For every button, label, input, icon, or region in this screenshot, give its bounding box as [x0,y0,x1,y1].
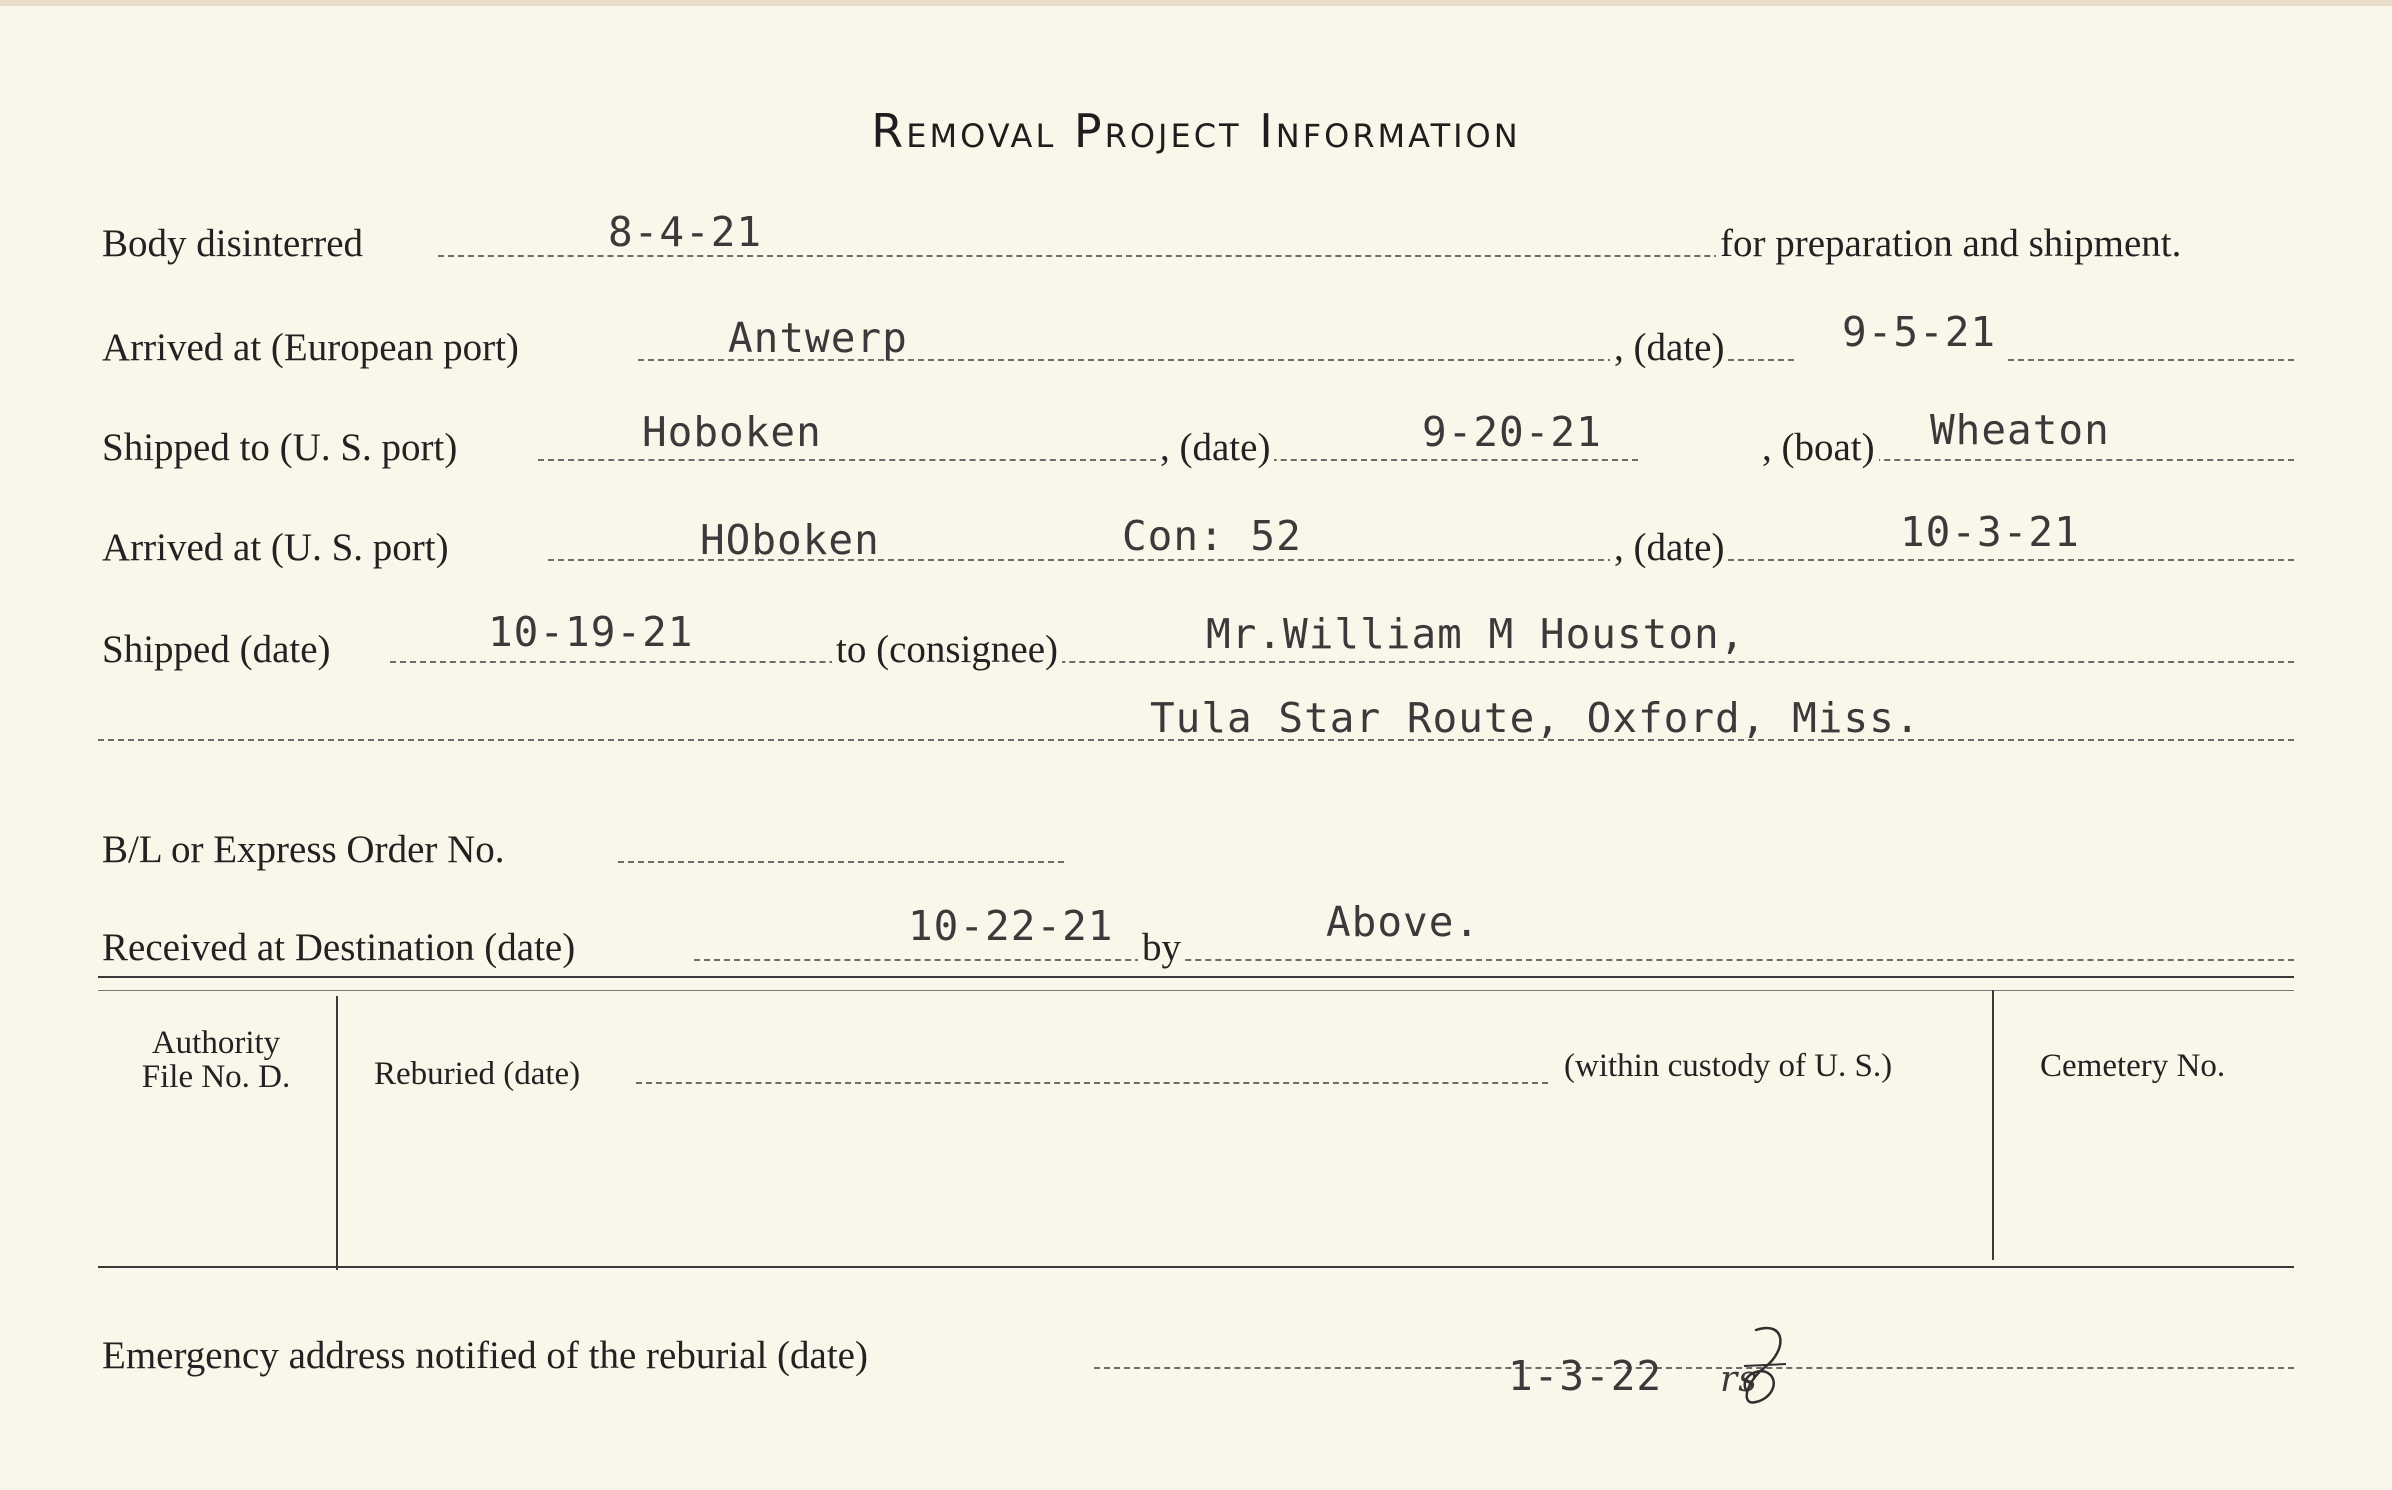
row-shipped-us [98,406,2294,470]
shipped-date-label: Shipped (date) [98,627,335,672]
received-label: Received at Destination (date) [98,925,579,970]
row-shipped [98,608,2294,672]
shipped-us-label: Shipped to (U. S. port) [98,425,461,470]
authority-file-label [110,1026,322,1094]
arrived-us-label: Arrived at (U. S. port) [98,525,453,570]
consignee-label: to (consignee) [832,627,1062,672]
arrived-us-value: HOboken [700,516,880,564]
fill-line [390,661,2294,663]
table-top-rule-secondary [98,990,2294,991]
received-by-value: Above. [1326,898,1481,946]
disinterred-value: 8-4-21 [608,208,763,256]
table-top-rule [98,976,2294,978]
table-divider-left [336,996,338,1270]
shipped-us-boat-value: Wheaton [1930,406,2110,454]
card-title: Removal Project Information [871,104,1521,158]
row-received [98,898,2294,970]
emergency-date-value: 1-3-22 [1508,1352,1663,1400]
row-bl-order [98,812,2294,872]
row-address [98,690,2294,750]
cemetery-label: Cemetery No. [2040,1048,2226,1084]
row-arrived-european [98,310,2294,370]
shipped-us-value: Hoboken [642,408,822,456]
shipped-us-boat-label: , (boat) [1758,425,1879,470]
arrived-european-label: Arrived at (European port) [98,325,523,370]
disinterred-label: Body disinterred [98,221,367,266]
reburied-label: Reburied (date) [374,1056,581,1092]
fill-line [694,959,2294,961]
handwritten-initials-mark [1716,1320,1806,1410]
authority-label-line1: Authority [151,1025,281,1061]
table-divider-right [1992,990,1994,1260]
fill-line [1094,1367,2294,1369]
table-bottom-rule [98,1266,2294,1268]
custody-label: (within custody of U. S.) [1564,1048,1893,1084]
received-by-label: by [1138,925,1185,970]
shipped-us-date-value: 9-20-21 [1422,408,1602,456]
row-disinterred [98,206,2294,266]
consignee-address-value: Tula Star Route, Oxford, Miss. [1150,694,1921,742]
shipped-date-value: 10-19-21 [488,608,694,656]
reburied-fill-line [636,1082,1548,1084]
card-edge [0,0,2392,6]
received-date-value: 10-22-21 [908,902,1114,950]
emergency-initials: rs [1720,1359,1758,1400]
arrived-us-con-value: Con: 52 [1122,512,1302,560]
emergency-label: Emergency address notified of the reburial (date) [98,1333,872,1378]
shipped-us-date-label: , (date) [1156,425,1274,470]
fill-line [1864,459,2294,461]
fill-line [538,459,1638,461]
fill-line [618,861,1064,863]
arrived-us-date-value: 10-3-21 [1900,508,2080,556]
row-emergency [98,1318,2294,1400]
arrived-european-date-value: 9-5-21 [1842,308,1997,356]
arrived-european-value: Antwerp [728,314,908,362]
row-arrived-us [98,510,2294,570]
bl-order-label: B/L or Express Order No. [98,827,509,872]
authority-label-line2: File No. D. [141,1059,291,1095]
fill-line [2008,359,2294,361]
disinterred-suffix: for preparation and shipment. [1716,221,2185,266]
arrived-us-date-label: , (date) [1610,525,1728,570]
consignee-value: Mr.William M Houston, [1206,610,1746,658]
arrived-european-date-label: , (date) [1610,325,1728,370]
